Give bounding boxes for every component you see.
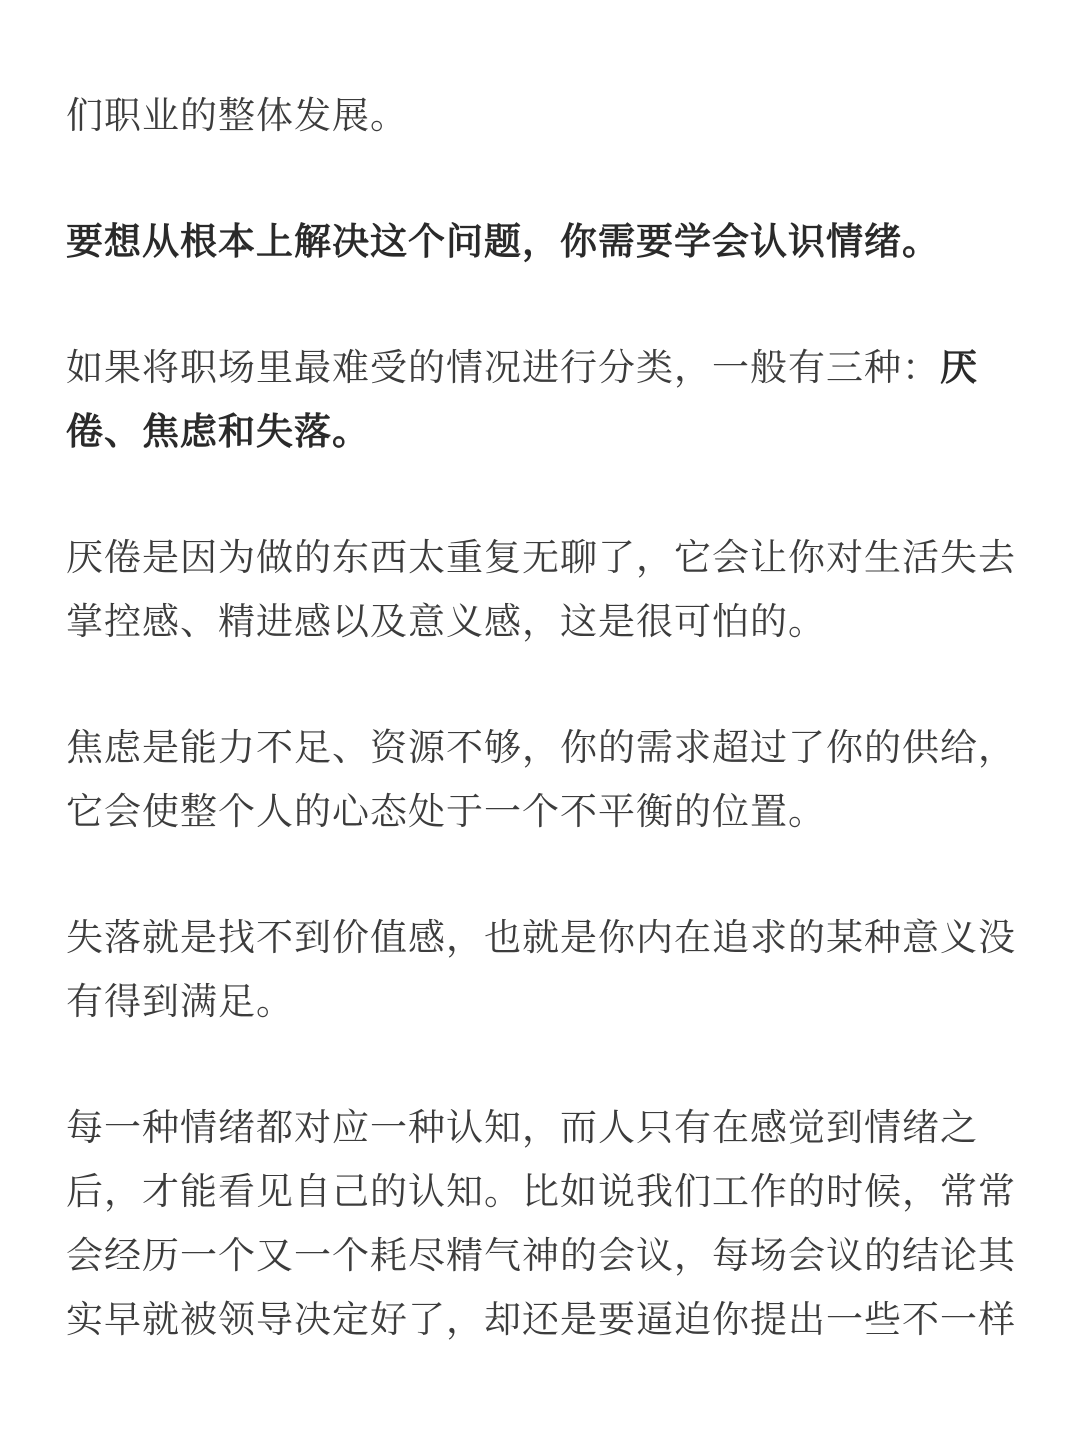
text-line: 焦虑是能力不足、资源不够，你的需求超过了你的供给， xyxy=(66,726,1016,769)
text-line: 失落就是找不到价值感，也就是你内在追求的某种意义没 xyxy=(66,916,1016,959)
text-line: 们职业的整体发展。 xyxy=(66,94,408,137)
paragraph-5 xyxy=(66,716,1018,844)
text-line: 会经历一个又一个耗尽精气神的会议，每场会议的结论其 xyxy=(66,1234,1016,1277)
text-line: 要想从根本上解决这个问题，你需要学会认识情绪。 xyxy=(66,220,940,263)
text-line: 有得到满足。 xyxy=(66,980,294,1023)
text-line: 实早就被领导决定好了，却还是要逼迫你提出一些不一样 xyxy=(66,1298,1016,1341)
paragraph-3 xyxy=(66,336,1018,464)
paragraph-6 xyxy=(66,906,1018,1034)
text-line-bold: 倦、焦虑和失落。 xyxy=(66,410,370,453)
paragraph-7 xyxy=(66,1096,1018,1352)
text-line xyxy=(66,336,1018,400)
article-body xyxy=(66,84,1018,1352)
text-line: 后，才能看见自己的认知。比如说我们工作的时候，常常 xyxy=(66,1170,1016,1213)
text-normal: 如果将职场里最难受的情况进行分类，一般有三种： xyxy=(66,346,940,389)
paragraph-1 xyxy=(66,84,1018,148)
text-line: 每一种情绪都对应一种认知，而人只有在感觉到情绪之 xyxy=(66,1106,978,1149)
text-line: 它会使整个人的心态处于一个不平衡的位置。 xyxy=(66,790,826,833)
text-line: 厌倦是因为做的东西太重复无聊了，它会让你对生活失去 xyxy=(66,536,1016,579)
paragraph-4 xyxy=(66,526,1018,654)
text-bold: 厌 xyxy=(940,346,978,389)
text-line: 掌控感、精进感以及意义感，这是很可怕的。 xyxy=(66,600,826,643)
paragraph-2-bold xyxy=(66,210,1018,274)
